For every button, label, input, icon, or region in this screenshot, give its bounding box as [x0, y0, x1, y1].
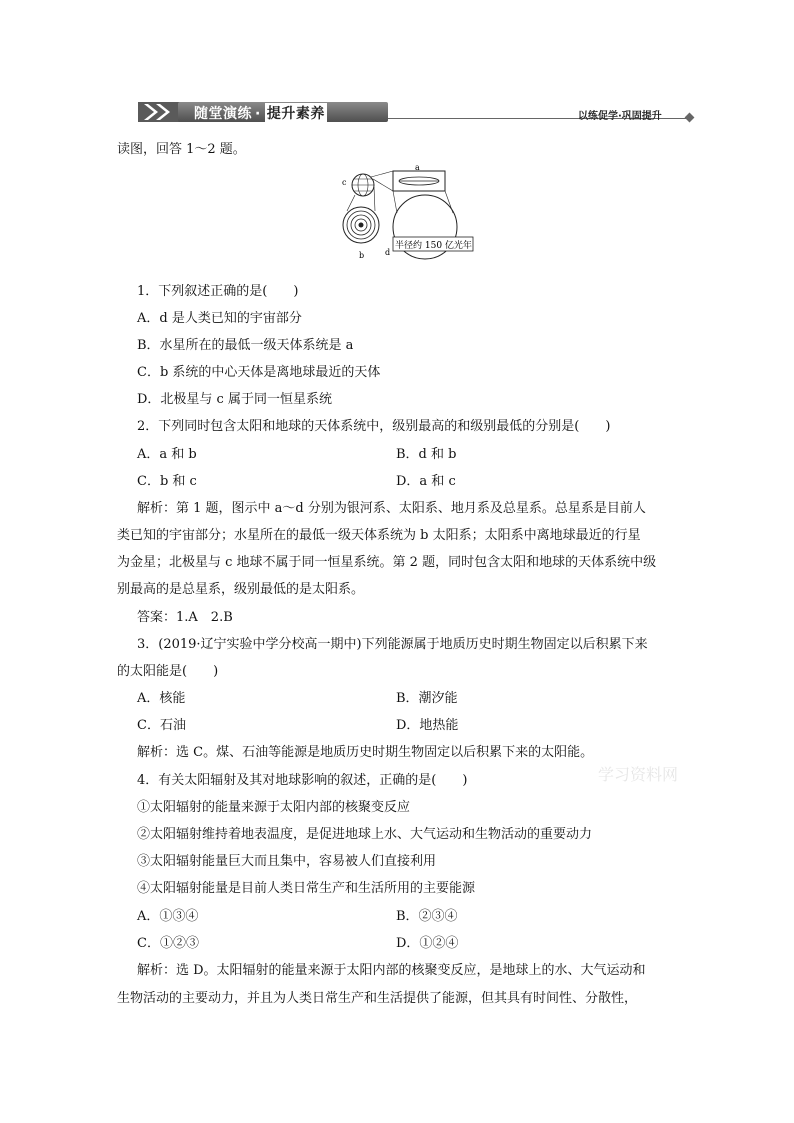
banner-title-part1: 随堂演练 — [194, 106, 252, 122]
figure-label-b: b — [359, 251, 365, 260]
q4-statement-3: ③太阳辐射能量巨大而且集中，容易被人们直接利用 — [137, 854, 437, 869]
q4-stem: 4．有关太阳辐射及其对地球影响的叙述，正确的是( ) — [137, 773, 468, 788]
section-header — [138, 100, 698, 126]
q3-option-d: D．地热能 — [396, 718, 459, 733]
q3-option-a: A．核能 — [137, 691, 186, 706]
analysis12-line4: 别最高的是总星系，级别最低的是太阳系。 — [117, 582, 365, 597]
header-slogan: 以练促学·巩固提升 — [578, 111, 662, 122]
banner-title-part2: 提升素养 — [265, 103, 327, 123]
q1-option-a: A．d 是人类已知的宇宙部分 — [137, 311, 302, 326]
banner-title — [194, 103, 327, 123]
analysis4-line1: 解析：选 D。太阳辐射的能量来源于太阳内部的核聚变反应，是地球上的水、大气运动和 — [137, 963, 646, 978]
banner-dot: · — [255, 106, 261, 122]
q4-option-a: A．①③④ — [137, 909, 199, 924]
analysis3: 解析：选 C。煤、石油等能源是地质历史时期生物固定以后积累下来的太阳能。 — [137, 745, 594, 760]
figure-label-c: c — [342, 178, 347, 187]
q4-statement-1: ①太阳辐射的能量来源于太阳内部的核聚变反应 — [137, 800, 411, 815]
analysis4-line2: 生物活动的主要动力，并且为人类日常生产和生活提供了能源，但其具有时间性、分散性， — [117, 991, 638, 1006]
intro-text: 读图，回答 1～2 题。 — [117, 142, 246, 157]
q2-option-b: B．d 和 b — [396, 447, 457, 462]
q2-stem: 2．下列同时包含太阳和地球的天体系统中，级别最高的和级别最低的分别是( ) — [137, 419, 611, 434]
q4-option-d: D．①②④ — [396, 936, 459, 951]
q3-stem-line1: 3．(2019·辽宁实验中学分校高一期中)下列能源属于地质历史时期生物固定以后积累下来 — [137, 637, 648, 652]
q3-option-c: C．石油 — [137, 718, 186, 733]
q4-option-c: C．①②③ — [137, 936, 199, 951]
q4-statement-4: ④太阳辐射能量是目前人类日常生产和生活所用的主要能源 — [137, 881, 476, 896]
q2-option-c: C．b 和 c — [137, 474, 197, 489]
q4-statement-2: ②太阳辐射维持着地表温度，是促进地球上水、大气运动和生物活动的重要动力 — [137, 827, 593, 842]
watermark: 学习资料网 — [598, 765, 679, 784]
q1-option-c: C．b 系统的中心天体是离地球最近的天体 — [137, 365, 381, 380]
q2-option-a: A．a 和 b — [137, 447, 197, 462]
answer12: 答案：1.A 2.B — [137, 610, 233, 625]
q1-option-d: D．北极星与 c 属于同一恒星系统 — [137, 392, 332, 407]
figure-label-d: d — [385, 248, 391, 257]
diamond-icon — [685, 113, 695, 123]
q3-option-b: B．潮汐能 — [396, 691, 458, 706]
figure-svg — [335, 165, 495, 265]
q3-stem-line2: 的太阳能是( ) — [117, 664, 219, 679]
analysis12-line3: 为金星；北极星与 c 地球不属于同一恒星系统。第 2 题，同时包含太阳和地球的天体系统中级 — [117, 555, 657, 570]
q1-stem: 1．下列叙述正确的是( ) — [137, 284, 299, 299]
q2-option-d: D．a 和 c — [396, 474, 456, 489]
analysis12-line1: 解析：第 1 题，图示中 a～d 分别为银河系、太阳系、地月系及总星系。总星系是目前人 — [137, 501, 646, 516]
analysis12-line2: 类已知的宇宙部分；水星所在的最低一级天体系统为 b 太阳系；太阳系中离地球最近的行星 — [117, 528, 641, 543]
q1-option-b: B．水星所在的最低一级天体系统是 a — [137, 338, 354, 353]
celestial-systems-figure — [335, 165, 495, 265]
q4-option-b: B．②③④ — [396, 909, 458, 924]
figure-label-a: a — [415, 165, 420, 172]
figure-radius-text: 半径约 150 亿光年 — [395, 241, 472, 251]
